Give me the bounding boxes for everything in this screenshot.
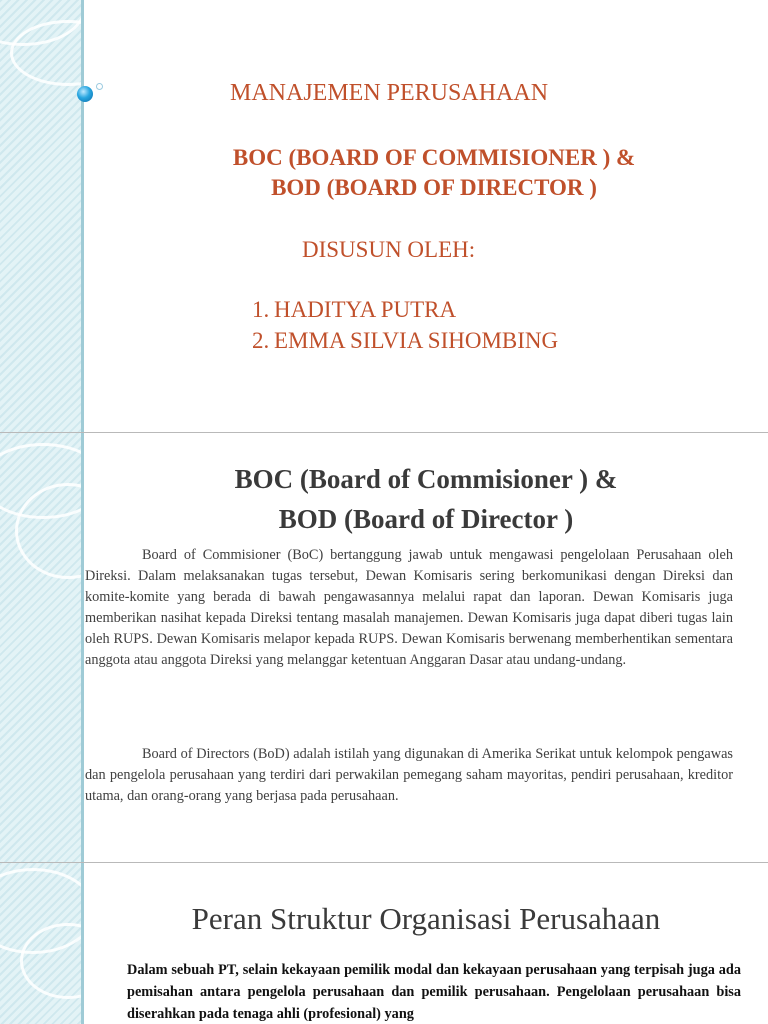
slide-title: Peran Struktur Organisasi Perusahaan: [191, 901, 661, 936]
author-number: 1.: [252, 297, 270, 322]
slide-2: [0, 433, 768, 862]
author-heading: DISUSUN OLEH:: [302, 237, 476, 262]
subtitle-line-1: BOC (BOARD OF COMMISIONER ) &: [232, 145, 636, 170]
title-line-2: BOD (Board of Director ): [278, 504, 574, 534]
author-number: 2.: [252, 328, 270, 353]
title-line-1: BOC (Board of Commisioner ) &: [234, 464, 618, 494]
author-name: EMMA SILVIA SIHOMBING: [274, 328, 559, 353]
slide-title: [84, 459, 768, 539]
slide-1: [0, 0, 768, 432]
decorative-stripe: [0, 433, 84, 862]
paragraph-bod: Board of Directors (BoD) adalah istilah yang digunakan di Amerika Serikat untuk kelompok pengawas dan pengelola perusahaan yang terdiri dari perwakilan pemegang saham mayoritas, pendiri perusahaan, kreditor utama, dan orang-orang yang berjasa pada perusahaan.: [85, 746, 733, 804]
decorative-stripe: [0, 0, 84, 432]
bullet-orb-icon: [77, 86, 93, 102]
slide-3: [0, 863, 768, 1024]
author-item: [252, 325, 558, 356]
paragraph-boc: Board of Commisioner (BoC) bertanggung jawab untuk mengawasi pengelolaan Perusahaan oleh Direksi. Dalam melaksanakan tugas tersebut, Dewan Komisaris sering berkomunikasi dengan Direksi dan komite-komite yang berada di bawah pengawasannya melalui rapat dan laporan. Dewan Komisaris juga memberikan nasihat kepada Direksi tentang masalah manajemen. Dewan Komisaris juga dapat diberi tugas lain oleh RUPS. Dewan Komisaris melapor kepada RUPS. Dewan Komisaris berwenang memberhentikan sementara anggota atau anggota Direksi yang melanggar ketentuan Anggaran Dasar atau undang-undang.: [85, 547, 733, 668]
author-list: [252, 294, 558, 356]
slide-title: MANAJEMEN PERUSAHAAN: [230, 80, 549, 106]
swirl-decoration: [10, 20, 126, 86]
subtitle-line-2: BOD (BOARD OF DIRECTOR ): [271, 175, 597, 200]
paragraph-body: Dalam sebuah PT, selain kekayaan pemilik modal dan kekayaan perusahaan yang terpisah juga ada pemisahan antara pengelola perusahaan dan pemilik perusahaan. Pengelolaan perusahaan bisa diserahkan pada tenaga ahli (profesional) yang: [127, 962, 741, 1022]
author-name: HADITYA PUTRA: [274, 297, 457, 322]
author-item: [252, 294, 558, 325]
small-circle-icon: [96, 83, 103, 90]
slide-subtitle: [100, 143, 768, 203]
decorative-stripe: [0, 863, 84, 1024]
